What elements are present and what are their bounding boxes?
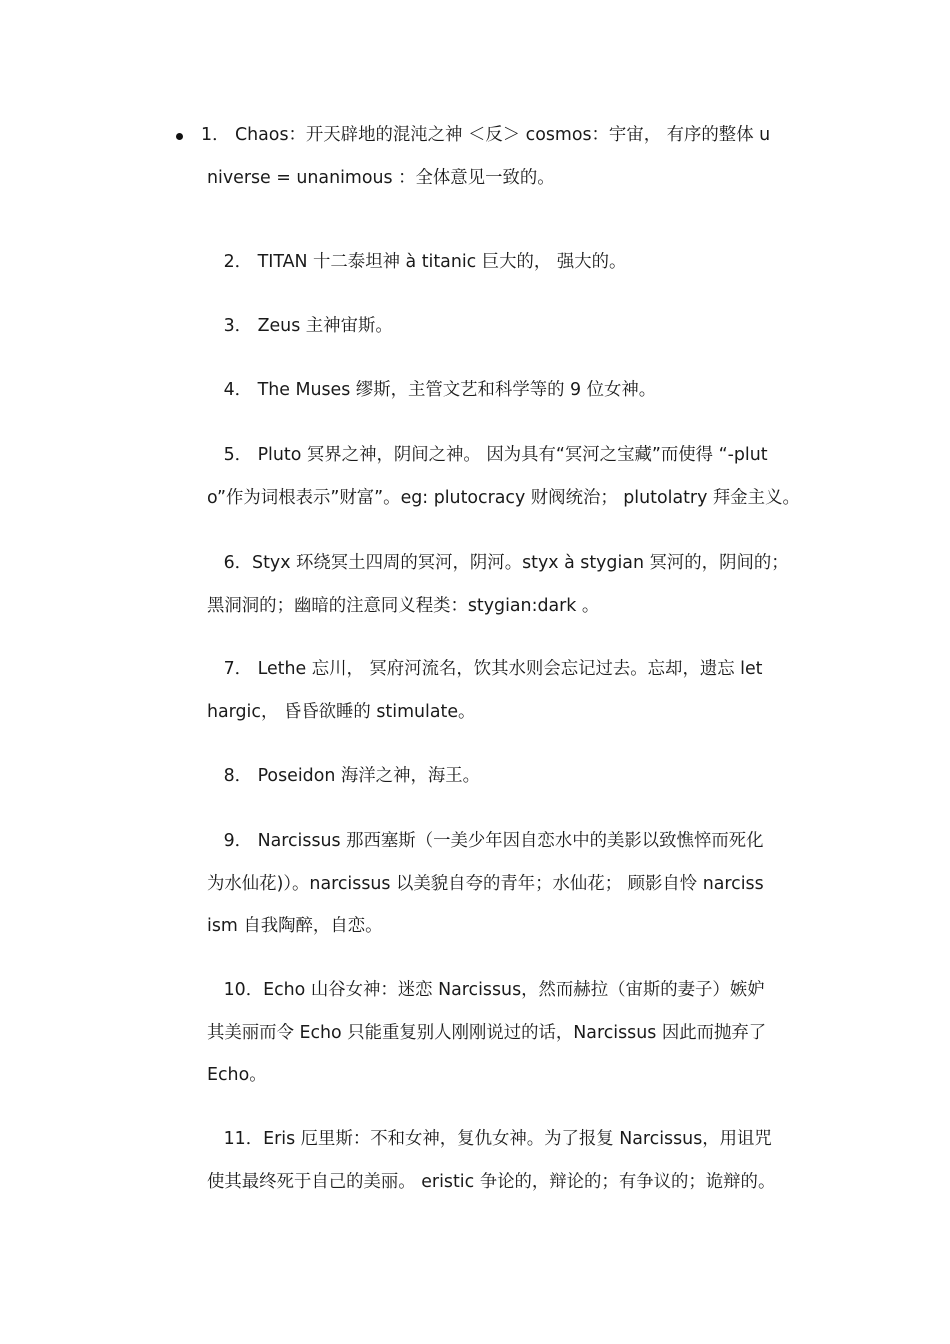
entry-line: o”作为词根表示”财富”。eg: plutocracy 财阀统治； plutolatry 拜金主义。 [207, 487, 800, 508]
entry-line: Echo。 [207, 1065, 267, 1085]
entry-line: niverse = unanimous ：全体意见一致的。 [207, 167, 555, 188]
entry-styx [207, 542, 811, 627]
list-bullet [176, 133, 183, 140]
entry-line: 黑洞洞的；幽暗的注意同义程类：stygian:dark 。 [207, 595, 600, 616]
entry-line: 4． The Muses 缪斯，主管文艺和科学等的 9 位女神。 [207, 380, 657, 400]
entry-line: 7． Lethe 忘川， 冥府河流名，饮其水则会忘记过去。忘却，遗忘 let [207, 659, 763, 679]
entry-line: 9． Narcissus 那西塞斯（一美少年因自恋水中的美影以致憔悴而死化 [207, 831, 764, 851]
entry-line: 其美丽而令 Echo 只能重复别人刚刚说过的话，Narcissus 因此而抛弃了 [207, 1022, 767, 1043]
entry-line: 为水仙花)）。narcissus 以美貌自夸的青年；水仙花； 顾影自怜 narciss [207, 873, 764, 894]
entry-zeus [207, 305, 811, 348]
entry-line: 10．Echo 山谷女神：迷恋 Narcissus，然而赫拉（宙斯的妻子）嫉妒 [207, 980, 765, 1000]
entry-narcissus [207, 820, 811, 948]
entry-line: 5． Pluto 冥界之神，阴间之神。 因为具有“冥河之宝藏”而使得 “-plut [207, 445, 768, 465]
entry-line: 6．Styx 环绕冥土四周的冥河，阴河。styx à stygian 冥河的，阴间的； [207, 553, 789, 573]
entry-line: 使其最终死于自己的美丽。 eristic 争论的，辩论的；有争议的；诡辩的。 [207, 1171, 776, 1192]
entry-line: 11．Eris 厄里斯：不和女神，复仇女神。为了报复 Narcissus，用诅咒 [207, 1129, 772, 1149]
entry-echo [207, 969, 811, 1097]
entry-chaos [201, 114, 811, 199]
entry-eris [207, 1118, 811, 1203]
entry-titan [207, 241, 811, 284]
entry-line: 8． Poseidon 海洋之神，海王。 [207, 766, 481, 786]
entry-line: ism 自我陶醉，自恋。 [207, 916, 383, 936]
entry-line: 2． TITAN 十二泰坦神 à titanic 巨大的， 强大的。 [207, 252, 627, 272]
entry-line: 3． Zeus 主神宙斯。 [207, 316, 393, 336]
entry-lethe [207, 648, 811, 733]
entry-muses [207, 369, 811, 412]
entry-poseidon [207, 755, 811, 798]
entry-line: hargic， 昏昏欲睡的 stimulate。 [207, 701, 476, 722]
entry-pluto [207, 434, 811, 519]
entry-line: 1． Chaos：开天辟地的混沌之神 ＜反＞ cosmos：宇宙， 有序的整体 u [201, 125, 771, 145]
